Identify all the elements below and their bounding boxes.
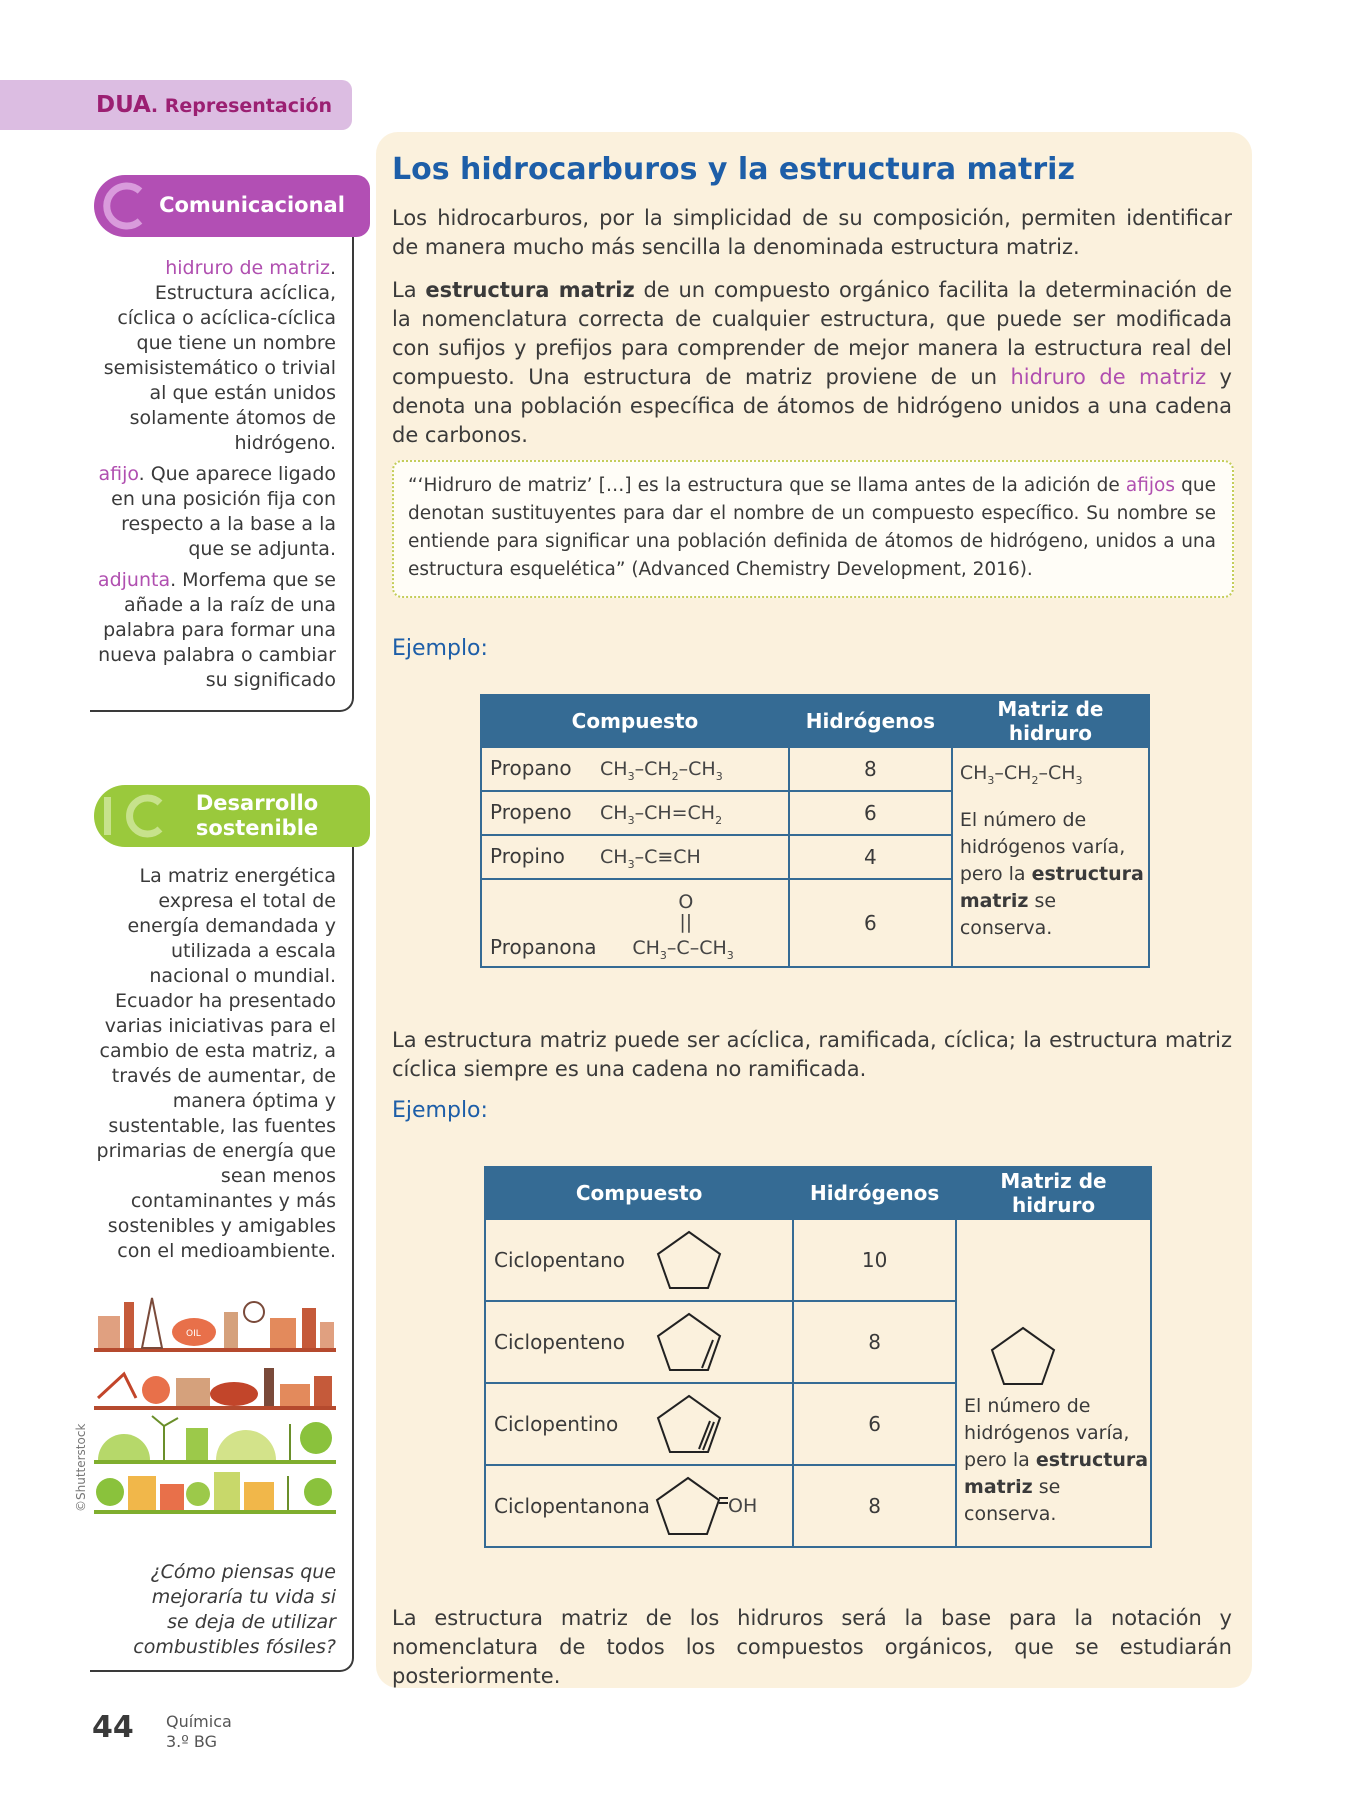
p2-highlight: hidruro de matriz — [1010, 365, 1207, 389]
hydrogen-count: 8 — [793, 1465, 956, 1547]
compound-cell — [481, 747, 789, 791]
sostenible-tag — [94, 785, 370, 847]
table-acyclic — [480, 694, 1150, 968]
table-header — [481, 695, 1149, 747]
sostenible-text: La matriz energética expresa el total de energía demandada y utilizada a escala nacional o mundial. Ecuador ha presentado varias iniciativas para el cambio de esta matriz, a través de aumentar, de manera óptima y sustentable, las fuentes primarias de energía que sean menos contaminantes y más sostenibles y amigables con el medioambiente. — [96, 865, 336, 1262]
matrix-formula: $CH_3-CH_2-CH_3$ — [959, 762, 1083, 787]
compound-name: Ciclopentano — [494, 1248, 625, 1272]
quote-a: “‘Hidruro de matriz’ […] es la estructura que se llama antes de la adición de — [408, 475, 1126, 496]
quote-b: que denotan sustituyentes para dar el nombre de un compuesto específico. Su nombre se entiende para significar una población definida de átomos de hidrógeno, unidos a una estructura esquelética” (Advanced Chemistry Development, 2016). — [408, 475, 1216, 580]
table-row — [485, 1219, 1151, 1301]
glossary-entry — [96, 462, 336, 562]
compound-name: Ciclopentino — [494, 1412, 619, 1436]
matrix-cell — [956, 1219, 1151, 1547]
comunicacional-title: Comunicacional — [159, 193, 345, 218]
dua-label: DUA — [96, 92, 151, 118]
image-credit: ©Shutterstock — [74, 1423, 88, 1512]
matrix-pentagon-icon — [988, 1324, 1058, 1388]
subject-name: Química — [166, 1712, 232, 1731]
oh-label: OH — [728, 1495, 758, 1517]
page-number: 44 — [92, 1710, 134, 1745]
matrix-cell — [952, 747, 1149, 967]
compound-cell — [485, 1301, 793, 1383]
glossary-term: adjunta — [97, 569, 171, 591]
paragraph-1: Los hidrocarburos, por la simplicidad de su composición, permiten identificar de manera mucho más sencilla la denominada estructura matriz. — [392, 206, 1232, 259]
reflection-question: ¿Cómo piensas que mejoraría tu vida si se deja de utilizar combustibles fósiles? — [133, 1561, 336, 1658]
header-compuesto: Compuesto — [481, 695, 789, 747]
example-label-2: Ejemplo: — [392, 1098, 488, 1123]
paragraph-2 — [392, 276, 1232, 450]
cyclopentyne-icon — [654, 1392, 724, 1456]
table-header — [485, 1167, 1151, 1219]
header-matriz: Matriz de hidruro — [956, 1167, 1151, 1219]
compound-name: Ciclopentanona — [494, 1494, 650, 1518]
hydrogen-count: 6 — [789, 879, 952, 967]
paragraph-4: La estructura matriz de los hidruros será la base para la notación y nomenclatura de todos los compuestos orgánicos, que se estudiarán posteriormente. — [392, 1606, 1232, 1688]
quote-highlight: afijos — [1125, 475, 1175, 496]
glossary-definition: . Morfema que se añade a la raíz de una palabra para formar una nueva palabra o cambiar su significado — [98, 569, 336, 691]
grade-name: 3.º BG — [166, 1732, 217, 1751]
table-cyclic — [484, 1166, 1152, 1548]
quote-text — [408, 472, 1216, 584]
oil-row — [94, 1368, 336, 1410]
cyclopentane-icon — [654, 1228, 724, 1292]
compound-name: Propeno — [490, 799, 572, 824]
double-bond: || — [679, 911, 693, 934]
header-hidrogenos: Hidrógenos — [789, 695, 952, 747]
note-bold: estructura matriz — [964, 1449, 1149, 1498]
sostenible-title-2: sostenible — [195, 816, 319, 840]
glossary-definition: . Estructura acíclica, cíclica o acíclica-cíclica que tiene un nombre semisistemático o trivial al que están unidos solamente átomos de hidrógeno. — [103, 257, 336, 454]
paragraph-3: La estructura matriz puede ser acíclica, ramificada, cíclica; la estructura matriz cíclica siempre es una cadena no ramificada. — [392, 1028, 1232, 1081]
oil-sign: OIL — [186, 1329, 201, 1339]
glossary-entry — [96, 568, 336, 693]
compound-cell — [481, 835, 789, 879]
note-a: El número de hidrógenos varía, pero la — [964, 1395, 1130, 1471]
header-compuesto: Compuesto — [485, 1167, 793, 1219]
formula-propanona — [632, 891, 734, 962]
formula-propano: $CH_3-CH_2-CH_3$ — [600, 757, 723, 783]
note-bold: estructura matriz — [959, 862, 1144, 912]
compound-cell — [485, 1219, 793, 1301]
compound-cell — [481, 791, 789, 835]
sostenible-title-1: Desarrollo — [195, 790, 319, 815]
glossary — [96, 256, 336, 699]
glossary-definition: . Que aparece ligado en una posición fija con respecto a la base a la que se adjunta. — [111, 463, 336, 560]
compound-name: Ciclopenteno — [494, 1330, 626, 1354]
hydrogen-count: 6 — [789, 791, 952, 835]
compound-cell — [485, 1465, 793, 1547]
glossary-entry — [96, 256, 336, 456]
quote-box — [392, 460, 1234, 598]
compound-cell — [481, 879, 789, 967]
hydrogen-count: 6 — [793, 1383, 956, 1465]
hydrogen-count: 8 — [793, 1301, 956, 1383]
compound-cell — [485, 1383, 793, 1465]
matrix-note — [954, 807, 1147, 942]
p2-text-c: y denota una población específica de átomos de hidrógeno unidos a una cadena de carbonos. — [392, 365, 1232, 447]
propanona-chain: $CH_3-C-CH_3$ — [632, 937, 734, 962]
p2-text-b: de un compuesto orgánico facilita la determinación de la nomenclatura correcta de cualquier estructura, que puede ser modificada con sufijos y prefijos para comprender de mejor manera la estructura real del compuesto. Una estructura de matriz proviene de un — [392, 278, 1232, 389]
compound-name: Propanona — [490, 935, 597, 960]
cyclopentene-icon — [654, 1310, 724, 1374]
c-letter-icon — [100, 181, 150, 231]
industry-row — [94, 1298, 336, 1352]
formula-propeno: $CH_3-CH=CH_2$ — [600, 801, 723, 827]
glossary-term: afijo — [98, 463, 139, 485]
green-row — [94, 1416, 336, 1464]
compound-name: Propino — [490, 843, 565, 868]
comunicacional-tag — [94, 175, 370, 237]
header-matriz: Matriz de hidruro — [952, 695, 1149, 747]
header-hidrogenos: Hidrógenos — [793, 1167, 956, 1219]
note-b: se conserva. — [964, 1476, 1061, 1525]
energy-illustration — [94, 1288, 336, 1514]
note-b: se conserva. — [959, 889, 1057, 939]
ic-letters-icon — [98, 789, 168, 843]
hydrogen-count: 4 — [789, 835, 952, 879]
hydrogen-count: 10 — [793, 1219, 956, 1301]
city-row — [94, 1472, 336, 1514]
example-label-1: Ejemplo: — [392, 636, 488, 661]
cyclopentanone-icon — [654, 1474, 728, 1538]
formula-propino: $CH_3-C\equiv CH$ — [600, 845, 701, 871]
carbonyl-oxygen: O — [678, 891, 694, 914]
page-title: Los hidrocarburos y la estructura matriz — [392, 152, 1075, 187]
dua-suffix: . Representación — [150, 95, 333, 117]
note-a: El número de hidrógenos varía, pero la — [959, 808, 1126, 885]
p2-text-a: La — [392, 278, 426, 302]
compound-name: Propano — [490, 755, 572, 780]
p2-bold: estructura matriz — [425, 278, 635, 302]
matrix-note — [958, 1393, 1149, 1528]
dua-banner — [0, 80, 352, 130]
glossary-term: hidruro de matriz — [165, 257, 330, 279]
table-row — [481, 747, 1149, 791]
subject-label — [166, 1712, 232, 1752]
hydrogen-count: 8 — [789, 747, 952, 791]
